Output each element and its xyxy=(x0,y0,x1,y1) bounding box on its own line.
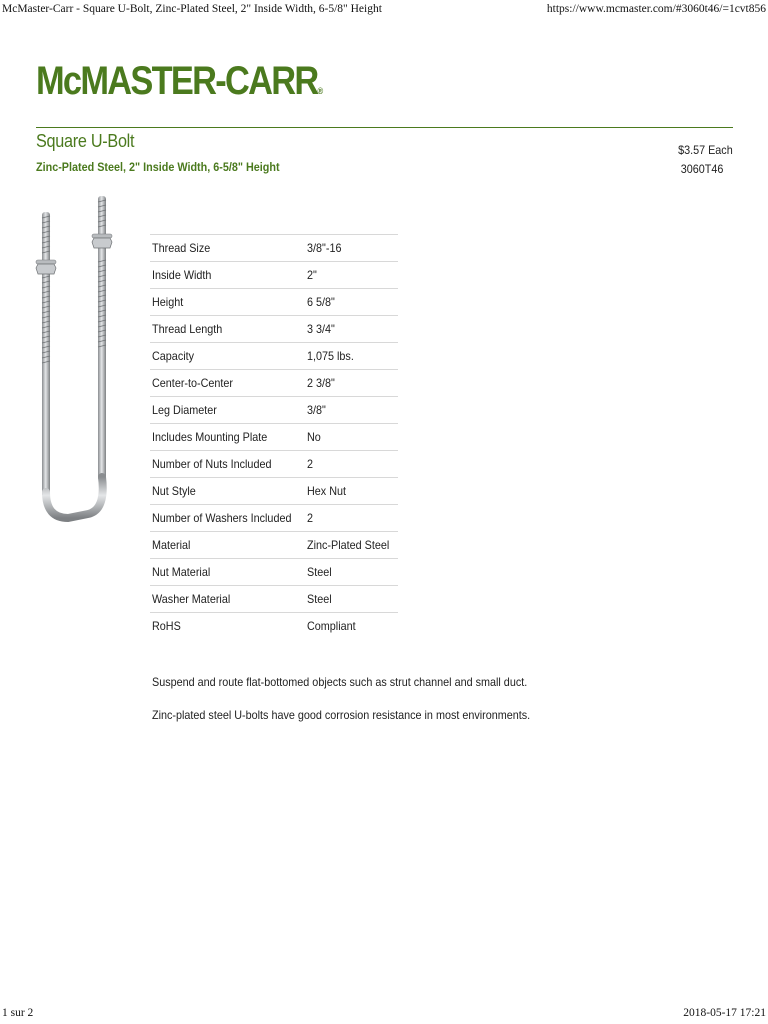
spec-value: 3/8"-16 xyxy=(307,235,398,262)
product-price: $3.57 Each xyxy=(678,143,733,157)
spec-value: Compliant xyxy=(307,613,398,640)
spec-label: Number of Washers Included xyxy=(150,505,307,532)
table-row xyxy=(150,235,398,262)
product-description-line: Suspend and route flat-bottomed objects such as strut channel and small duct. xyxy=(152,675,528,689)
print-header-url: https://www.mcmaster.com/#3060t46/=1cvt856 xyxy=(546,3,766,15)
spec-label: Thread Length xyxy=(150,316,307,343)
spec-label: Material xyxy=(150,532,307,559)
table-row xyxy=(150,532,398,559)
spec-table xyxy=(150,234,398,639)
table-row xyxy=(150,370,398,397)
spec-value: 2 xyxy=(307,451,398,478)
spec-label: Nut Material xyxy=(150,559,307,586)
spec-label: Thread Size xyxy=(150,235,307,262)
spec-value: 2 3/8" xyxy=(307,370,398,397)
spec-value: No xyxy=(307,424,398,451)
spec-label: RoHS xyxy=(150,613,307,640)
product-title: Square U-Bolt xyxy=(36,131,135,151)
table-row xyxy=(150,289,398,316)
spec-value: 3/8" xyxy=(307,397,398,424)
spec-value: 2" xyxy=(307,262,398,289)
u-bolt-product-photo xyxy=(28,192,128,532)
product-subtitle: Zinc-Plated Steel, 2" Inside Width, 6-5/8" Height xyxy=(36,160,280,174)
table-row xyxy=(150,397,398,424)
header-divider xyxy=(36,127,733,128)
spec-value: 6 5/8" xyxy=(307,289,398,316)
logo-text: McMASTER-CARR xyxy=(36,59,318,103)
spec-label: Washer Material xyxy=(150,586,307,613)
spec-label: Inside Width xyxy=(150,262,307,289)
table-row xyxy=(150,316,398,343)
page-number: 1 sur 2 xyxy=(2,1007,34,1019)
u-bolt-icon xyxy=(28,192,128,532)
table-row xyxy=(150,559,398,586)
table-row xyxy=(150,613,398,640)
table-row xyxy=(150,343,398,370)
spec-label: Leg Diameter xyxy=(150,397,307,424)
spec-label: Number of Nuts Included xyxy=(150,451,307,478)
registered-mark: ® xyxy=(317,86,324,96)
table-row xyxy=(150,586,398,613)
product-description-line: Zinc-plated steel U-bolts have good corrosion resistance in most environments. xyxy=(152,708,531,722)
print-footer xyxy=(0,1005,768,1023)
spec-value: Steel xyxy=(307,559,398,586)
spec-value: Steel xyxy=(307,586,398,613)
table-row xyxy=(150,424,398,451)
spec-label: Center-to-Center xyxy=(150,370,307,397)
spec-value: 2 xyxy=(307,505,398,532)
spec-value: 1,075 lbs. xyxy=(307,343,398,370)
spec-value: Zinc-Plated Steel xyxy=(307,532,398,559)
spec-label: Includes Mounting Plate xyxy=(150,424,307,451)
table-row xyxy=(150,505,398,532)
spec-label: Height xyxy=(150,289,307,316)
mcmaster-carr-logo[interactable] xyxy=(36,58,323,114)
print-date: 2018-05-17 17:21 xyxy=(683,1007,766,1019)
spec-label: Nut Style xyxy=(150,478,307,505)
print-header-title: McMaster-Carr - Square U-Bolt, Zinc-Plated Steel, 2" Inside Width, 6-5/8" Height xyxy=(2,3,382,15)
spec-label: Capacity xyxy=(150,343,307,370)
print-header xyxy=(0,0,768,20)
table-row xyxy=(150,262,398,289)
table-row xyxy=(150,451,398,478)
table-row xyxy=(150,478,398,505)
spec-value: 3 3/4" xyxy=(307,316,398,343)
part-number: 3060T46 xyxy=(680,162,723,176)
spec-value: Hex Nut xyxy=(307,478,398,505)
